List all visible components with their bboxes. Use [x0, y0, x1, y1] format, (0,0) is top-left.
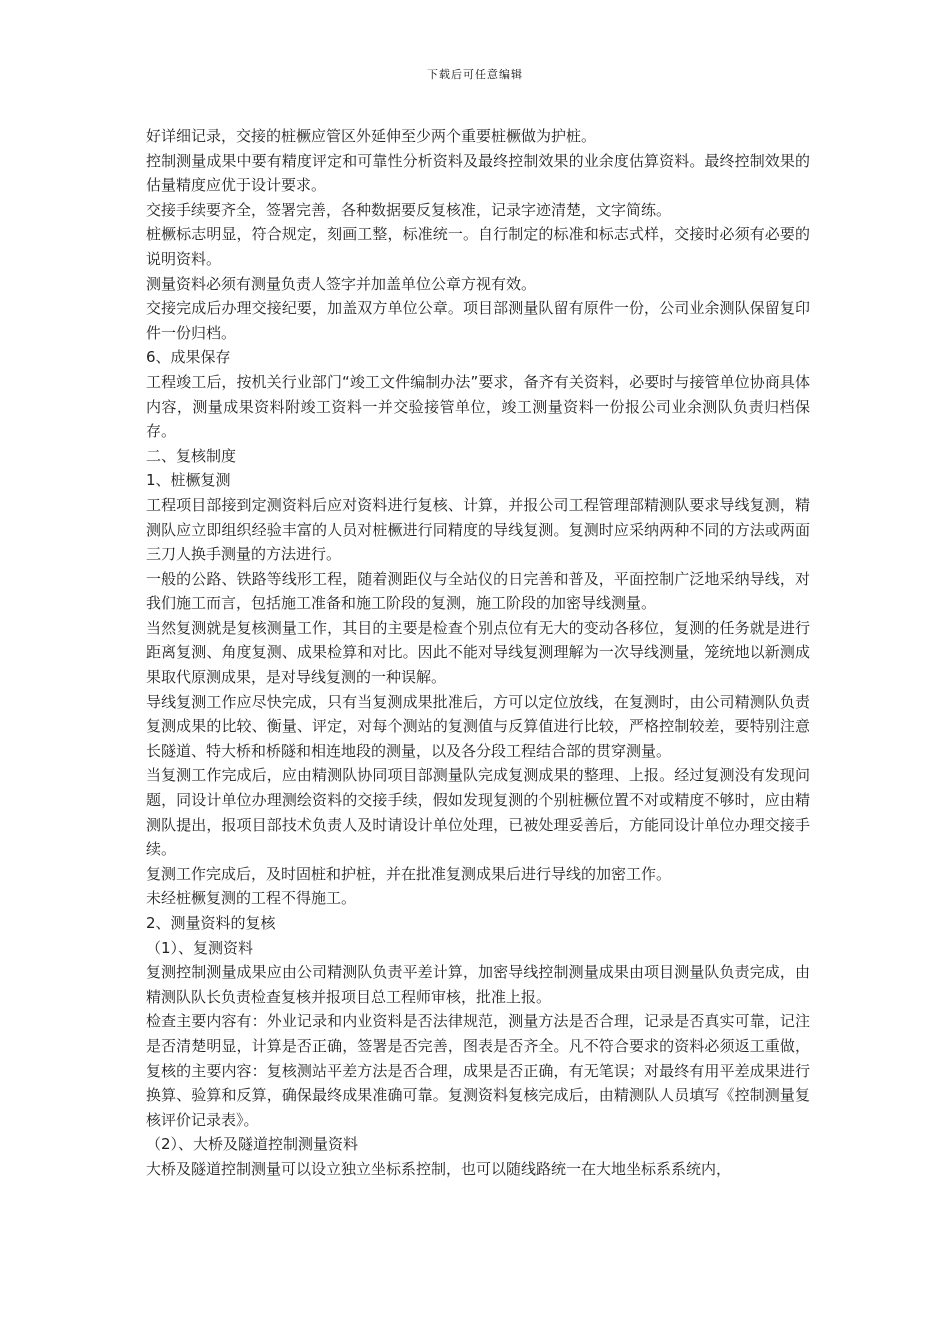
- paragraph: 交接手续要齐全，签署完善，各种数据要反复核准，记录字迹清楚，文字简练。: [146, 200, 672, 219]
- paragraph: 测量资料必须有测量负责人签字并加盖单位公章方视有效。: [146, 274, 537, 293]
- paragraph: 一般的公路、铁路等线形工程，随着测距仪与全站仪的日完善和普及，平面控制广泛地采纳导线，对我们施工而言，包括施工准备和施工阶段的复测，施工阶段的加密导线测量。: [146, 569, 810, 613]
- section-heading: 二、复核制度: [146, 446, 237, 465]
- paragraph: 当复测工作完成后，应由精测队协同项目部测量队完成复测成果的整理、上报。经过复测没有发现问题，同设计单位办理测绘资料的交接手续，假如发现复测的个别桩橛位置不对或精度不够时，应由精测队提出，报项目部技术负责人及时请设计单位处理，已被处理妥善后，方能同设计单位办理交接手续。: [146, 766, 810, 859]
- section-heading: 2、测量资料的复核: [146, 914, 276, 932]
- paragraph: 好详细记录，交接的桩橛应管区外延伸至少两个重要桩橛做为护桩。: [146, 127, 597, 145]
- paragraph: 桩橛标志明显，符合规定，刻画工整，标准统一。自行制定的标准和标志式样，交接时必须有必要的说明资料。: [146, 225, 810, 268]
- paragraph: 大桥及隧道控制测量可以设立独立坐标系控制，也可以随线路统一在大地坐标系系统内，: [146, 1159, 732, 1178]
- document-body: [146, 124, 810, 1182]
- paragraph: 工程竣工后，按机关行业部门“竣工文件编制办法”要求，备齐有关资料，必要时与接管单位协商具体内容，测量成果资料附竣工资料一并交验接管单位，竣工测量资料一份报公司业余测队负责归档保存。: [146, 372, 810, 441]
- paragraph: 当然复测就是复核测量工作，其目的主要是检查个别点位有无大的变动各移位，复测的任务就是进行距离复测、角度复测、成果检算和对比。因此不能对导线复测理解为一次导线测量，笼统地以新测成果取代原测成果，是对导线复测的一种误解。: [146, 618, 810, 687]
- paragraph: 交接完成后办理交接纪要，加盖双方单位公章。项目部测量队留有原件一份，公司业余测队保留复印件一份归档。: [146, 299, 810, 342]
- paragraph: 复测工作完成后，及时固桩和护桩，并在批准复测成果后进行导线的加密工作。: [146, 864, 672, 883]
- paragraph: 复测控制测量成果应由公司精测队负责平差计算，加密导线控制测量成果由项目测量队负责完成，由精测队队长负责检查复核并报项目总工程师审核，批准上报。: [146, 963, 810, 1006]
- section-heading: 6、成果保存: [146, 348, 231, 367]
- paragraph: 控制测量成果中要有精度评定和可靠性分析资料及最终控制效果的业余度估算资料。最终控制效果的估量精度应优于设计要求。: [146, 151, 810, 195]
- section-heading: 1、桩橛复测: [146, 471, 231, 490]
- paragraph: 导线复测工作应尽快完成，只有当复测成果批准后，方可以定位放线，在复测时，由公司精测队负责复测成果的比较、衡量、评定，对每个测站的复测值与反算值进行比较，严格控制较差，要特别注意长隧道、特大桥和桥隧和相连地段的测量，以及各分段工程结合部的贯穿测量。: [146, 692, 810, 760]
- paragraph: 未经桩橛复测的工程不得施工。: [146, 889, 357, 908]
- section-heading: （2）、大桥及隧道控制测量资料: [146, 1135, 359, 1154]
- paragraph: 工程项目部接到定测资料后应对资料进行复核、计算，并报公司工程管理部精测队要求导线复测，精测队应立即组织经验丰富的人员对桩橛进行同精度的导线复测。复测时应采纳两种不同的方法或两面三刀人换手测量的方法进行。: [146, 495, 810, 564]
- paragraph: 检查主要内容有：外业记录和内业资料是否法律规范，测量方法是否合理，记录是否真实可靠，记注是否清楚明显，计算是否正确，签署是否完善，图表是否齐全。凡不符合要求的资料必须返工重做，复核的主要内容：复核测站平差方法是否合理，成果是否正确，有无笔误；对最终有用平差成果进行换算、验算和反算，确保最终成果准确可靠。复测资料复核完成后，由精测队人员填写《控制测量复核评价记录表》。: [146, 1012, 810, 1129]
- section-heading: （1）、复测资料: [146, 938, 254, 957]
- page-header: 下载后可任意编辑: [427, 68, 523, 81]
